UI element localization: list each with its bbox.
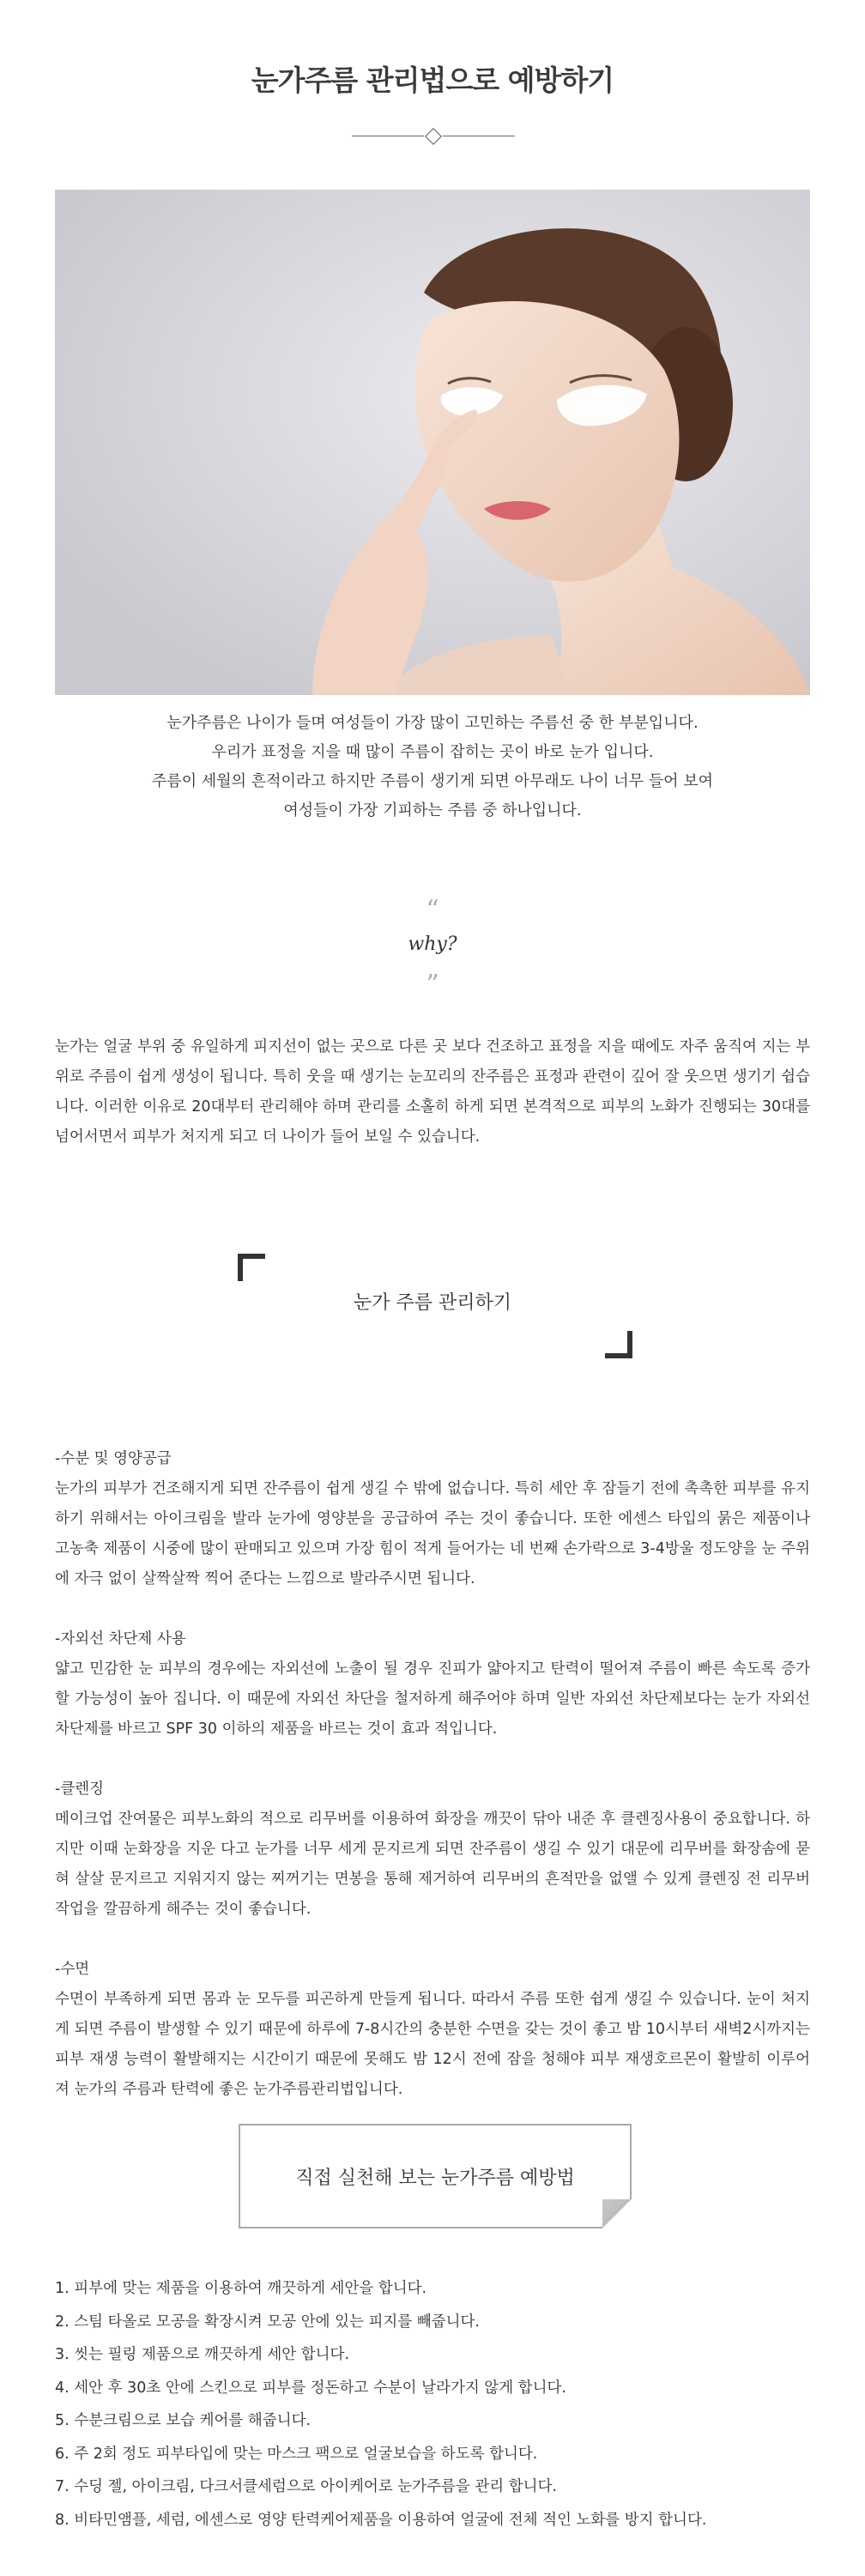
intro-text — [55, 709, 810, 825]
care-section-sleep — [55, 1955, 810, 2105]
list-item: 3. 씻는 필링 제품으로 깨끗하게 세안 합니다. — [55, 2346, 350, 2363]
intro-line: 주름이 세월의 흔적이라고 하지만 주름이 생기게 되면 아무래도 나이 너무 들어 보여 — [151, 772, 714, 790]
why-body-text: 눈가는 얼굴 부위 중 유일하게 피지선이 없는 곳으로 다른 곳 보다 건조하고 표정을 지을 때에도 자주 움직여 지는 부위로 주름이 쉽게 생성이 됩니다. 특히 웃을 때 생기는 눈꼬리의 잔주름은 표정과 관련이 깊어 잘 웃으면 생기기 쉽습니다. 이러한 이유로 20대부터 관리해야 하며 관리를 소홀히 하게 되면 본격적으로 피부의 노화가 진행되는 30대를 넘어서면서 피부가 처지게 되고 더 나이가 들어 보일 수 있습니다. — [55, 1038, 810, 1146]
care-section-body: 메이크업 잔여물은 피부노화의 적으로 리무버를 이용하여 화장을 깨끗이 닦아 내준 후 클렌징사용이 중요합니다. 하지만 이때 눈화장을 지운 다고 눈가를 너무 세게 문지르게 되면 잔주름이 생길 수 있기 대문에 리무버를 화장솜에 묻혀 살살 문지르고 지워지지 않는 찌꺼기는 면봉을 통해 제거하여 리무버의 흔적만을 없앨 수 있게 클렌징 전 리무버작업을 깔끔하게 해주는 것이 좋습니다. — [55, 1811, 810, 1918]
intro-line: 눈가주름은 나이가 들며 여성들이 가장 많이 고민하는 주름선 중 한 부분입니다. — [166, 714, 699, 732]
page-title: 눈가주름 관리법으로 예방하기 — [251, 63, 614, 98]
list-item: 2. 스팀 타올로 모공을 확장시켜 모공 안에 있는 피지를 빼줍니다. — [55, 2313, 480, 2331]
list-item: 8. 비타민앰플, 세럼, 에센스로 영양 탄력케어제품을 이용하여 얼굴에 전체 적인 노화를 방지 합니다. — [55, 2511, 707, 2529]
list-item: 7. 수딩 젤, 아이크림, 다크서클세럼으로 아이케어로 눈가주름을 관리 합니다. — [55, 2478, 558, 2495]
care-section-body: 얇고 민감한 눈 피부의 경우에는 자외선에 노출이 될 경우 진피가 얇아지고 탄력이 떨어져 주름이 빠른 속도록 증가할 가능성이 높아 집니다. 이 때문에 자외선 차단을 철저하게 해주어야 하며 일반 자외선 차단제보다는 눈가 자외선 차단제를 바르고 SPF 30 이하의 제품을 바르는 것이 효과 적입니다. — [55, 1660, 810, 1738]
title-divider — [352, 127, 515, 146]
hero-photo-illustration — [55, 190, 810, 695]
care-section-sunscreen — [55, 1624, 810, 1745]
open-quote-icon: “ — [426, 895, 439, 925]
intro-line: 여성들이 가장 기피하는 주름 중 하나입니다. — [283, 801, 582, 819]
intro-line: 우리가 표정을 지을 때 많이 주름이 잡히는 곳이 바로 눈가 입니다. — [211, 743, 654, 761]
list-item: 6. 주 2회 정도 피부타입에 맞는 마스크 팩으로 얼굴보습을 하도록 합니다. — [55, 2445, 538, 2463]
list-item: 5. 수분크림으로 보습 케어를 해줍니다. — [55, 2412, 312, 2429]
care-section-heading: -수분 및 영양공급 — [55, 1450, 172, 1467]
divider-diamond-icon — [425, 128, 442, 145]
hero-image — [55, 190, 810, 695]
care-section-heading: -클렌징 — [55, 1781, 105, 1798]
care-section-heading: -자외선 차단제 사용 — [55, 1630, 186, 1648]
care-section-title: 눈가 주름 관리하기 — [353, 1292, 511, 1314]
list-item: 4. 세안 후 30초 안에 스킨으로 피부를 정돈하고 수분이 날라가지 않게 합니다. — [55, 2379, 566, 2397]
care-section-heading: -수면 — [55, 1961, 90, 1978]
bracket-bottom-right-icon — [605, 1331, 632, 1358]
care-section-body: 수면이 부족하게 되면 몸과 눈 모두를 피곤하게 만들게 됩니다. 따라서 주름 또한 쉽게 생길 수 있습니다. 눈이 처지게 되면 주름이 발생할 수 있기 때문에 하루에 7-8시간의 충분한 수면을 갖는 것이 좋고 밤 10시부터 새벽2시까지는 피부 재생 능력이 활발해지는 시간이기 때문에 못해도 밤 12시 전에 잠을 청해야 피부 재생호르몬이 활발히 이루어져 눈가의 주름과 탄력에 좋은 눈가주름관리법입니다. — [55, 1991, 810, 2098]
prevention-title-box — [239, 2124, 632, 2228]
list-item: 1. 피부에 맞는 제품을 이용하여 깨끗하게 세안을 합니다. — [55, 2280, 427, 2297]
page-fold-icon — [602, 2199, 632, 2228]
care-section-body: 눈가의 피부가 건조해지게 되면 잔주름이 쉽게 생길 수 밖에 없습니다. 특히 세안 후 잠들기 전에 촉촉한 피부를 유지하기 위해서는 아이크림을 발라 눈가에 영양분을 공급하여 주는 것이 좋습니다. 또한 에센스 타입의 묽은 제품이나 고농축 제품이 시중에 많이 판매되고 있으며 가장 힘이 적게 들어가는 네 번째 손가락으로 3-4방울 정도양을 눈 주위에 자극 없이 살짝살짝 찍어 준다는 느낌으로 발라주시면 됩니다. — [55, 1480, 810, 1587]
care-section-cleansing — [55, 1775, 810, 1925]
close-quote-icon: ” — [426, 970, 439, 1000]
care-section-moisture — [55, 1444, 810, 1594]
bracket-top-left-icon — [238, 1254, 265, 1281]
why-heading: why? — [408, 934, 457, 955]
prevention-title: 직접 실천해 보는 눈가주름 예방법 — [295, 2168, 575, 2189]
prevention-steps-list — [55, 2272, 810, 2537]
